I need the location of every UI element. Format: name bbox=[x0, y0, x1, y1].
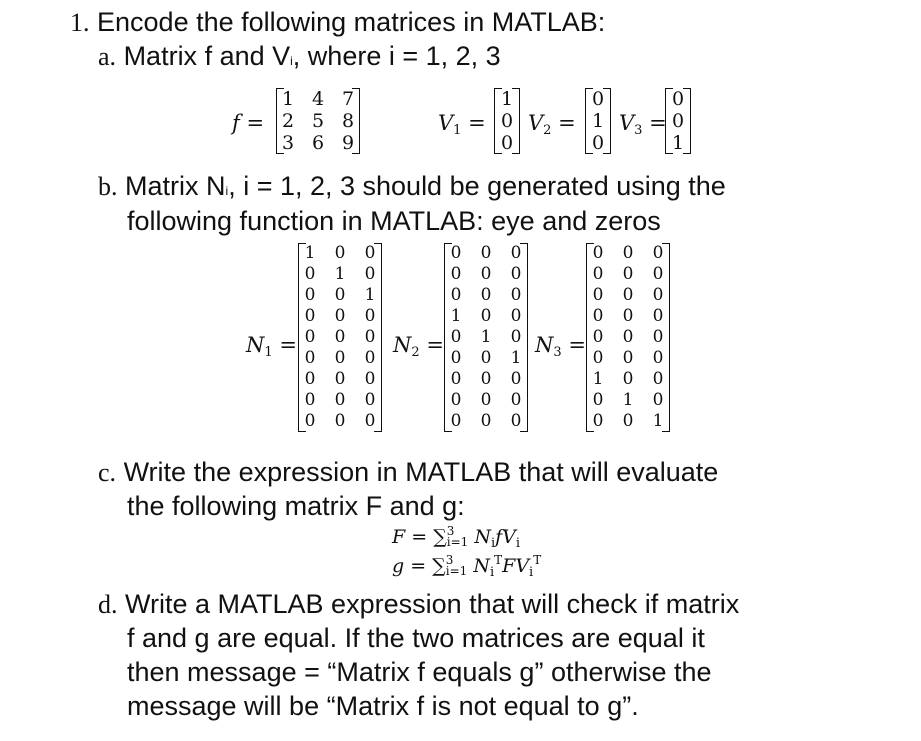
question-title-text: Encode the following matrices in MATLAB: bbox=[97, 7, 606, 37]
matrix-n2-cell: 0 bbox=[510, 369, 522, 389]
matrix-f-cell: 9 bbox=[342, 132, 355, 154]
matrix-n3-cell: 0 bbox=[592, 327, 604, 347]
v1-label: $V_1$ = bbox=[438, 111, 486, 138]
v3-label: $V_3$ = bbox=[619, 111, 667, 138]
matrix-n3-cell: 0 bbox=[652, 285, 664, 305]
matrix-f-cell: 4 bbox=[312, 88, 325, 110]
matrix-v1-cell: 0 bbox=[500, 132, 514, 154]
matrix-v1 bbox=[494, 88, 520, 154]
n3-label: $N_3$ = bbox=[535, 333, 586, 360]
part-d-line3: then message = “Matrix f equals g” otherwise the bbox=[127, 657, 712, 687]
matrix-n3-cell: 0 bbox=[622, 411, 634, 431]
matrix-v3-cell: 1 bbox=[671, 132, 685, 154]
matrix-f-cell: 7 bbox=[342, 88, 355, 110]
matrix-n1-cell: 0 bbox=[304, 348, 316, 368]
matrix-n3-cell: 0 bbox=[622, 285, 634, 305]
matrix-n1-cell: 0 bbox=[364, 369, 376, 389]
matrix-v2-cell: 1 bbox=[591, 110, 605, 132]
matrix-n3-cell: 0 bbox=[592, 411, 604, 431]
part-b-label: b. bbox=[98, 172, 118, 201]
matrix-n2-cell: 0 bbox=[510, 306, 522, 326]
matrix-n2-cell: 0 bbox=[510, 243, 522, 263]
matrix-n1-cell: 0 bbox=[334, 369, 346, 389]
matrix-f-cell: 8 bbox=[342, 110, 355, 132]
matrix-f-cell: 6 bbox=[312, 132, 325, 154]
part-a-text2: , where i = 1, 2, 3 bbox=[292, 41, 501, 71]
matrix-n2-cell: 0 bbox=[480, 306, 492, 326]
question-title bbox=[70, 6, 605, 39]
matrix-n3-cell: 0 bbox=[592, 348, 604, 368]
matrix-n3 bbox=[586, 243, 670, 432]
matrix-n2-cell: 0 bbox=[450, 348, 462, 368]
matrix-n3-cell: 0 bbox=[622, 327, 634, 347]
matrix-n1-cell: 0 bbox=[364, 264, 376, 284]
part-b-text: Matrix N bbox=[125, 171, 226, 201]
matrix-n1-cell: 0 bbox=[334, 411, 346, 431]
matrix-v2 bbox=[585, 88, 611, 154]
part-c-text: Write the expression in MATLAB that will evaluate bbox=[123, 457, 719, 487]
part-a-label: a. bbox=[98, 42, 117, 71]
matrix-n2-cell: 0 bbox=[480, 243, 492, 263]
matrix-n3-cell: 0 bbox=[652, 369, 664, 389]
matrix-n2-cell: 0 bbox=[450, 264, 462, 284]
part-d-text: Write a MATLAB expression that will check if matrix bbox=[125, 589, 740, 619]
part-a-sub: i bbox=[290, 54, 293, 68]
matrix-v1-cell: 1 bbox=[500, 88, 514, 110]
matrix-n1-cell: 0 bbox=[364, 306, 376, 326]
matrix-n2-cell: 0 bbox=[480, 411, 492, 431]
v2-label: $V_2$ = bbox=[528, 111, 576, 138]
matrix-n1-cell: 0 bbox=[304, 390, 316, 410]
matrix-n2-cell: 0 bbox=[480, 390, 492, 410]
matrix-n3-cell: 0 bbox=[592, 264, 604, 284]
matrix-n3-cell: 1 bbox=[622, 390, 634, 410]
matrix-v3-cell: 0 bbox=[671, 110, 685, 132]
matrix-n3-cell: 0 bbox=[652, 348, 664, 368]
part-b-sub: i bbox=[225, 184, 229, 198]
matrix-n3-cell: 0 bbox=[592, 390, 604, 410]
matrix-v2-cell: 0 bbox=[591, 88, 605, 110]
part-a-text: Matrix f and V bbox=[123, 41, 291, 71]
matrix-n2 bbox=[444, 243, 528, 432]
part-d-line4: message will be “Matrix f is not equal to g”. bbox=[127, 691, 639, 721]
matrix-n1-cell: 0 bbox=[334, 327, 346, 347]
matrix-f bbox=[276, 88, 360, 154]
matrix-n2-cell: 1 bbox=[480, 327, 492, 347]
matrix-n1-cell: 0 bbox=[304, 327, 316, 347]
n1-label: $N_1$ = bbox=[246, 333, 297, 360]
matrix-n1-cell: 0 bbox=[334, 285, 346, 305]
matrix-n1-cell: 1 bbox=[304, 243, 316, 263]
part-c-line2: the following matrix F and g: bbox=[127, 491, 465, 521]
matrix-n2-cell: 0 bbox=[510, 390, 522, 410]
matrix-n3-cell: 0 bbox=[592, 306, 604, 326]
matrix-n2-cell: 0 bbox=[450, 390, 462, 410]
matrix-n1 bbox=[298, 243, 382, 432]
matrix-n3-cell: 1 bbox=[592, 369, 604, 389]
matrix-n2-cell: 0 bbox=[480, 348, 492, 368]
matrix-n1-cell: 0 bbox=[304, 285, 316, 305]
matrix-n2-cell: 0 bbox=[480, 369, 492, 389]
matrix-n3-cell: 0 bbox=[652, 264, 664, 284]
part-b-line1 bbox=[98, 170, 726, 207]
matrix-n2-cell: 0 bbox=[510, 285, 522, 305]
matrix-n2-cell: 0 bbox=[450, 411, 462, 431]
matrix-n2-cell: 0 bbox=[510, 327, 522, 347]
matrix-n3-cell: 0 bbox=[652, 390, 664, 410]
matrix-f-cell: 1 bbox=[282, 88, 295, 110]
equation-g: g = ∑3 i=1 $N_i^TFV_i^T$ bbox=[392, 553, 542, 580]
matrix-n1-cell: 1 bbox=[364, 285, 376, 305]
matrix-n1-cell: 1 bbox=[334, 264, 346, 284]
matrix-f-cell: 2 bbox=[282, 110, 295, 132]
matrix-n3-cell: 0 bbox=[622, 264, 634, 284]
matrix-n2-cell: 0 bbox=[480, 264, 492, 284]
part-d-line1 bbox=[98, 588, 739, 621]
part-c-label: c. bbox=[98, 458, 117, 487]
matrix-n3-cell: 0 bbox=[622, 243, 634, 263]
matrix-v3 bbox=[665, 88, 691, 154]
n2-label: $N_2$ = bbox=[393, 333, 444, 360]
matrix-n1-cell: 0 bbox=[334, 306, 346, 326]
matrix-n3-cell: 0 bbox=[592, 285, 604, 305]
matrix-n2-cell: 1 bbox=[450, 306, 462, 326]
matrix-n3-cell: 0 bbox=[622, 348, 634, 368]
part-b-line2: following function in MATLAB: eye and zeros bbox=[127, 206, 661, 236]
matrix-n2-cell: 0 bbox=[450, 285, 462, 305]
matrix-n1-cell: 0 bbox=[334, 348, 346, 368]
matrix-f-cell: 3 bbox=[282, 132, 295, 154]
matrix-n2-cell: 1 bbox=[510, 348, 522, 368]
matrix-n3-cell: 0 bbox=[652, 306, 664, 326]
part-d-label: d. bbox=[98, 590, 118, 619]
matrix-n1-cell: 0 bbox=[364, 411, 376, 431]
matrix-n2-cell: 0 bbox=[450, 369, 462, 389]
matrix-n1-cell: 0 bbox=[364, 243, 376, 263]
matrix-n1-cell: 0 bbox=[334, 243, 346, 263]
question-number: 1. bbox=[70, 8, 90, 37]
matrix-f-cell: 5 bbox=[312, 110, 325, 132]
matrix-n1-cell: 0 bbox=[364, 390, 376, 410]
matrix-n3-cell: 0 bbox=[592, 243, 604, 263]
matrix-n3-cell: 0 bbox=[622, 306, 634, 326]
matrix-n1-cell: 0 bbox=[304, 411, 316, 431]
matrix-n3-cell: 0 bbox=[622, 369, 634, 389]
matrix-n1-cell: 0 bbox=[304, 264, 316, 284]
matrix-n2-cell: 0 bbox=[510, 264, 522, 284]
matrix-n1-cell: 0 bbox=[364, 348, 376, 368]
matrix-n3-cell: 0 bbox=[652, 243, 664, 263]
matrix-n2-cell: 0 bbox=[510, 411, 522, 431]
part-d-line2: f and g are equal. If the two matrices are equal it bbox=[127, 623, 705, 653]
part-c-line1 bbox=[98, 456, 718, 489]
matrix-n3-cell: 1 bbox=[652, 411, 664, 431]
matrix-v2-cell: 0 bbox=[591, 132, 605, 154]
f-label: f = bbox=[232, 111, 265, 135]
matrix-n2-cell: 0 bbox=[450, 243, 462, 263]
matrix-n1-cell: 0 bbox=[304, 369, 316, 389]
matrix-n2-cell: 0 bbox=[480, 285, 492, 305]
matrix-n1-cell: 0 bbox=[364, 327, 376, 347]
part-a-heading bbox=[98, 40, 501, 77]
matrix-v1-cell: 0 bbox=[500, 110, 514, 132]
matrix-n2-cell: 0 bbox=[450, 327, 462, 347]
part-b-text2: , i = 1, 2, 3 should be generated using the bbox=[228, 171, 726, 201]
matrix-n1-cell: 0 bbox=[304, 306, 316, 326]
matrix-n1-cell: 0 bbox=[334, 390, 346, 410]
matrix-n3-cell: 0 bbox=[652, 327, 664, 347]
matrix-v3-cell: 0 bbox=[671, 88, 685, 110]
equation-F: F = ∑3 i=1 $N_ifV_i$ bbox=[392, 524, 521, 551]
